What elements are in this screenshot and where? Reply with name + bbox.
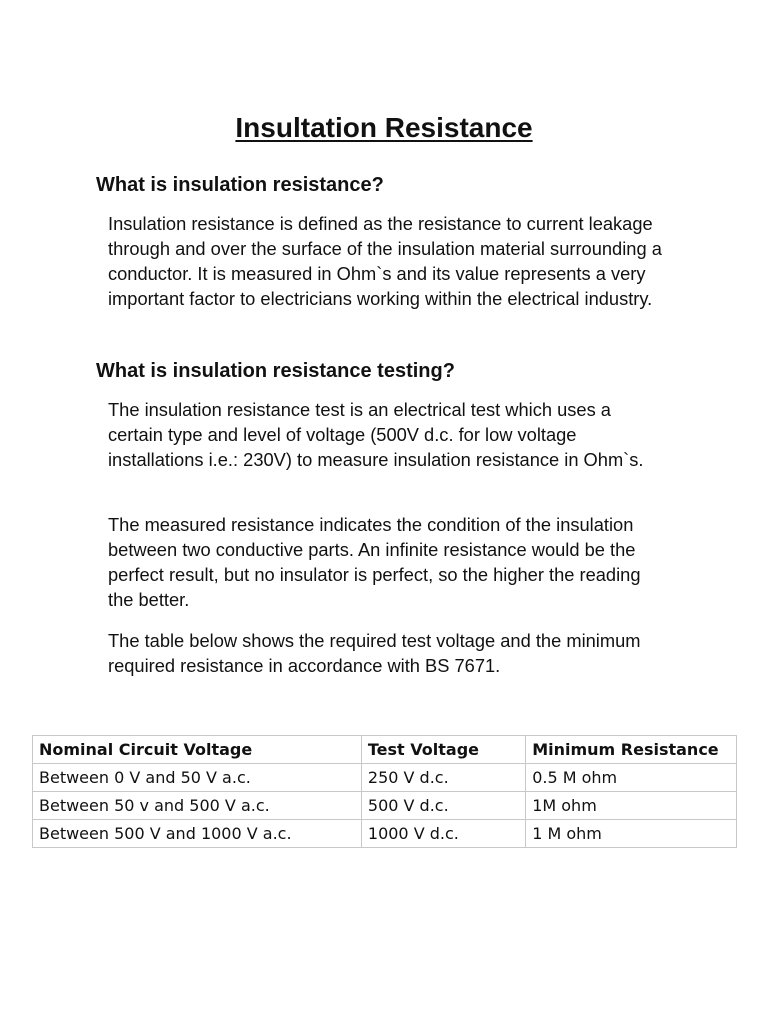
paragraph-test-description: The insulation resistance test is an electrical test which uses a certain type and level of voltage (500V d.c. for low voltage installations i.e.: 230V) to measure insulation resistance in Ohm`s. [108, 399, 644, 470]
table-row [33, 792, 737, 820]
table-header-row [33, 736, 737, 764]
cell-minimum-resistance: 0.5 M ohm [526, 764, 737, 792]
header-test-voltage: Test Voltage [361, 736, 525, 764]
paragraph-measured-resistance: The measured resistance indicates the condition of the insulation between two conductive parts. An infinite resistance would be the perfect result, but no insulator is perfect, so the higher the reading the better. [108, 514, 641, 610]
header-nominal-voltage: Nominal Circuit Voltage [33, 736, 362, 764]
cell-minimum-resistance: 1 M ohm [526, 820, 737, 848]
resistance-table [32, 735, 737, 848]
paragraph-definition: Insulation resistance is defined as the resistance to current leakage through and over the surface of the insulation material surrounding a conductor. It is measured in Ohm`s and its value represents a very important factor to electricians working within the electrical industry. [108, 213, 662, 309]
paragraph-table-intro: The table below shows the required test voltage and the minimum required resistance in accordance with BS 7671. [108, 630, 641, 676]
section-heading-insulation-resistance: What is insulation resistance? [96, 174, 384, 196]
table-row [33, 764, 737, 792]
table-row [33, 820, 737, 848]
page-title: Insultation Resistance [235, 112, 533, 143]
section-heading-insulation-testing: What is insulation resistance testing? [96, 360, 455, 382]
cell-nominal-voltage: Between 50 v and 500 V a.c. [33, 792, 362, 820]
cell-minimum-resistance: 1M ohm [526, 792, 737, 820]
cell-test-voltage: 500 V d.c. [361, 792, 525, 820]
cell-nominal-voltage: Between 500 V and 1000 V a.c. [33, 820, 362, 848]
cell-nominal-voltage: Between 0 V and 50 V a.c. [33, 764, 362, 792]
cell-test-voltage: 1000 V d.c. [361, 820, 525, 848]
cell-test-voltage: 250 V d.c. [361, 764, 525, 792]
header-minimum-resistance: Minimum Resistance [526, 736, 737, 764]
